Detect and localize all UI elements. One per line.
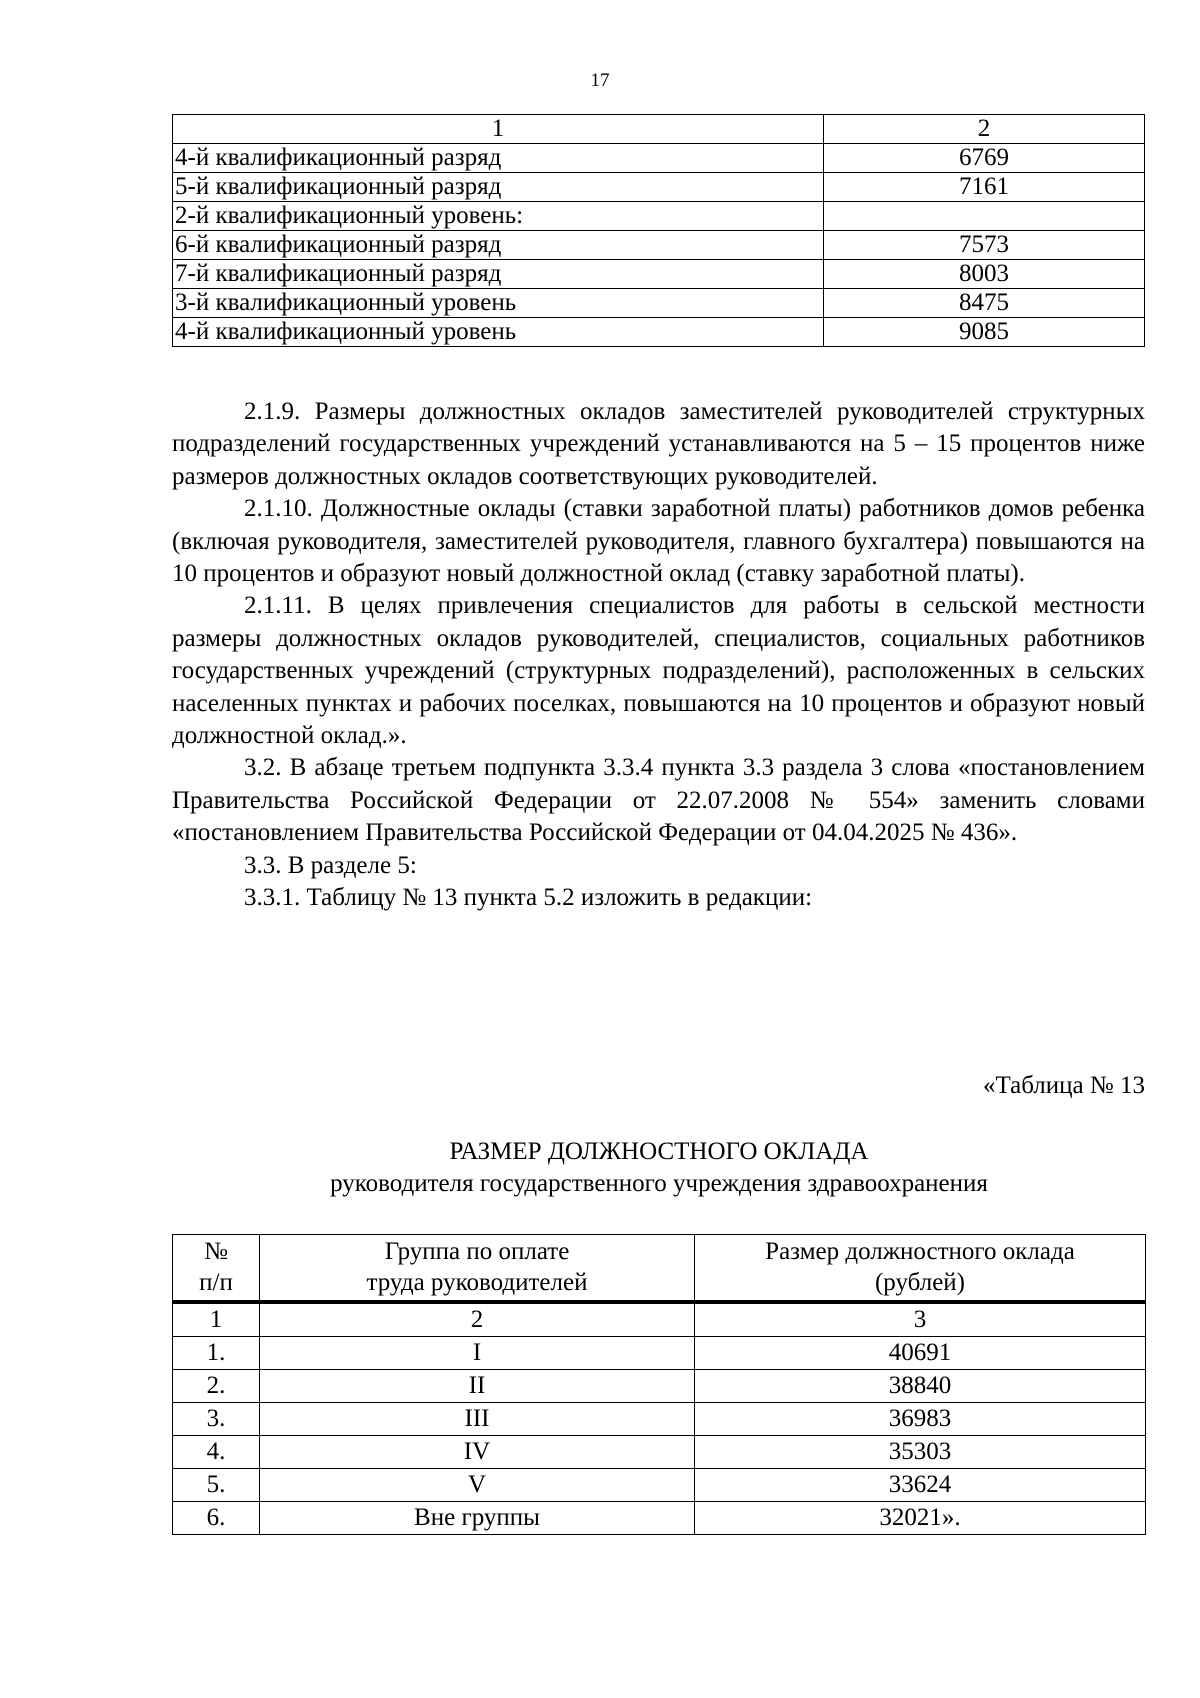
header-salary-line2: (рублей) [874, 1269, 966, 1296]
header-number-line2: п/п [199, 1269, 233, 1296]
table-row [173, 1337, 1146, 1370]
row-value: 9085 [824, 318, 1145, 347]
row-number: 5. [173, 1469, 260, 1502]
row-group: IV [260, 1436, 695, 1469]
row-value: 7573 [824, 231, 1145, 260]
row-salary: 32021». [695, 1502, 1146, 1535]
row-salary: 38840 [695, 1370, 1146, 1403]
column-index-2: 2 [824, 115, 1145, 144]
header-salary [695, 1235, 1146, 1303]
row-label: 6-й квалификационный разряд [173, 231, 824, 260]
header-group-line1: Группа по оплате [384, 1238, 570, 1265]
row-value: 6769 [824, 144, 1145, 173]
table-row [173, 202, 1145, 231]
table-caption: «Таблица № 13 [982, 1072, 1145, 1099]
paragraph-3-3: 3.3. В разделе 5: [244, 851, 417, 879]
row-value: 7161 [824, 173, 1145, 202]
row-salary: 33624 [695, 1469, 1146, 1502]
table-row [173, 289, 1145, 318]
row-group: Вне группы [260, 1502, 695, 1535]
table-header-row [173, 115, 1145, 144]
header-number [173, 1235, 260, 1303]
row-value [824, 202, 1145, 231]
body-text [172, 396, 1145, 915]
table-row [173, 144, 1145, 173]
qualification-table [172, 114, 1145, 347]
table-row [173, 1436, 1146, 1469]
row-number: 3. [173, 1403, 260, 1436]
header-group [260, 1235, 695, 1303]
table-row [173, 1469, 1146, 1502]
paragraph-2-1-9: 2.1.9. Размеры должностных окладов заместителей руководителей структурных подразделений государственных учреждений устанавливаются на 5 – 15 процентов ниже размеров должностных окладов соответствующих руководителей. [172, 398, 1145, 490]
row-label: 4-й квалификационный разряд [173, 144, 824, 173]
paragraph-2-1-10: 2.1.10. Должностные оклады (ставки заработной платы) работников домов ребенка (включая руководителя, заместителей руководителя, главного бухгалтера) повышаются на 10 процентов и образуют новый должностной оклад (ставку заработной платы). [172, 495, 1145, 588]
row-value: 8475 [824, 289, 1145, 318]
row-label: 3-й квалификационный уровень [173, 289, 824, 318]
table-row [173, 318, 1145, 347]
row-salary: 36983 [695, 1403, 1146, 1436]
salary-table-header [173, 1235, 1146, 1303]
index-cell: 1 [173, 1302, 260, 1337]
header-number-line1: № [204, 1238, 228, 1265]
row-value: 8003 [824, 260, 1145, 289]
row-group: V [260, 1469, 695, 1502]
salary-index-row [173, 1302, 1146, 1337]
row-salary: 40691 [695, 1337, 1146, 1370]
table-row [173, 231, 1145, 260]
row-salary: 35303 [695, 1436, 1146, 1469]
row-group: I [260, 1337, 695, 1370]
table-row [173, 1370, 1146, 1403]
row-group: II [260, 1370, 695, 1403]
paragraph-3-2: 3.2. В абзаце третьем подпункта 3.3.4 пункта 3.3 раздела 3 слова «постановлением Правительства Российской Федерации от 22.07.2008 № 554» заменить словами «постановлением Правительства Российской Федерации от 04.04.2025 № 436». [172, 754, 1145, 847]
table-row [173, 260, 1145, 289]
row-group: III [260, 1403, 695, 1436]
column-index-1: 1 [173, 115, 824, 144]
row-label: 5-й квалификационный разряд [173, 173, 824, 202]
table-subtitle: руководителя государственного учреждения здравоохранения [330, 1170, 988, 1197]
row-label: 7-й квалификационный разряд [173, 260, 824, 289]
table-row [173, 173, 1145, 202]
paragraph-3-3-1: 3.3.1. Таблицу № 13 пункта 5.2 изложить в редакции: [244, 884, 813, 912]
header-salary-line1: Размер должностного оклада [765, 1238, 1075, 1265]
table-title: РАЗМЕР ДОЛЖНОСТНОГО ОКЛАДА [449, 1138, 869, 1165]
row-number: 6. [173, 1502, 260, 1535]
row-number: 1. [173, 1337, 260, 1370]
page-number: 17 [590, 70, 610, 91]
row-label: 2-й квалификационный уровень: [173, 202, 824, 231]
paragraph-2-1-11: 2.1.11. В целях привлечения специалистов для работы в сельской местности размеры должностных окладов руководителей, специалистов, социальных работников государственных учреждений (структурных подразделений), расположенных в сельских населенных пунктах и рабочих поселках, повышаются на 10 процентов и образуют новый должностной оклад.». [172, 592, 1145, 750]
row-number: 4. [173, 1436, 260, 1469]
row-number: 2. [173, 1370, 260, 1403]
table-row [173, 1403, 1146, 1436]
table-row [173, 1502, 1146, 1535]
row-label: 4-й квалификационный уровень [173, 318, 824, 347]
salary-table [172, 1234, 1146, 1535]
header-group-line2: труда руководителей [366, 1269, 588, 1296]
index-cell: 3 [695, 1302, 1146, 1337]
index-cell: 2 [260, 1302, 695, 1337]
